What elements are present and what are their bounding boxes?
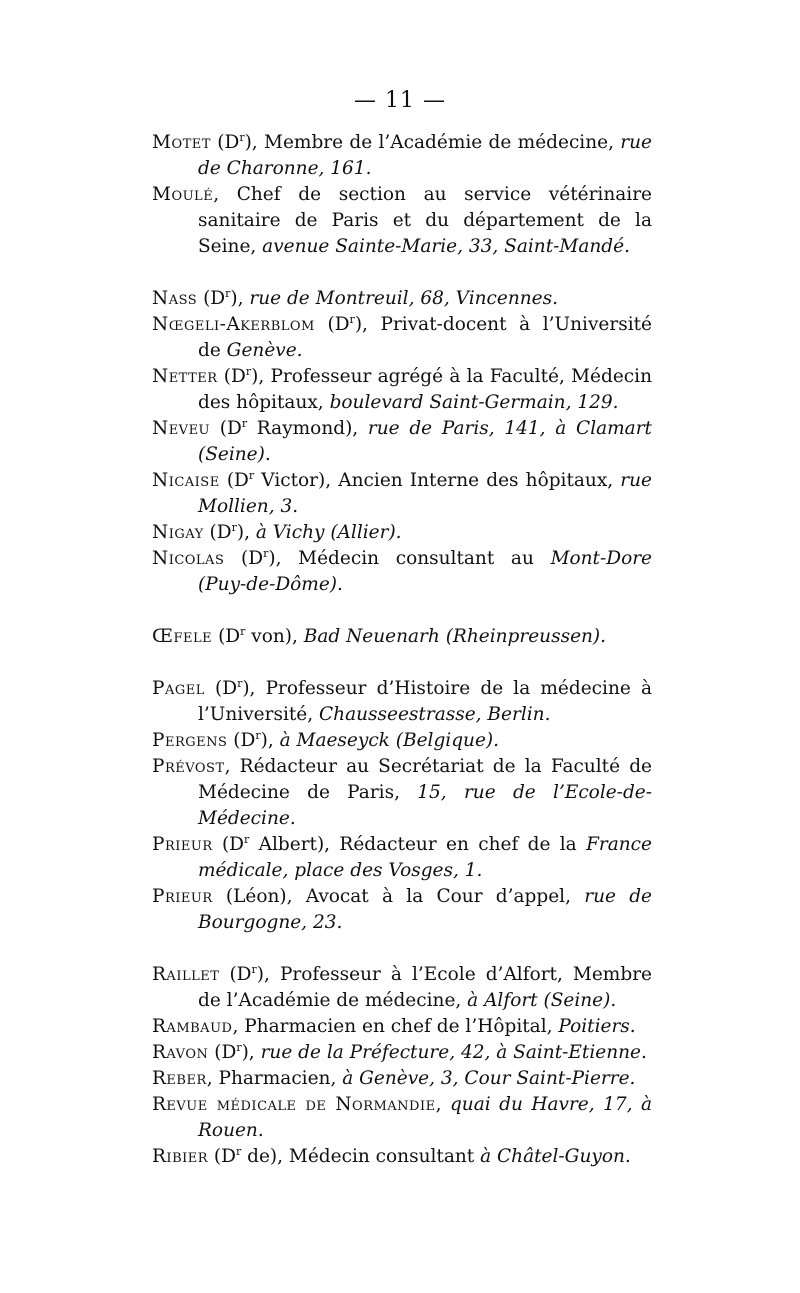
entry-title-superscript: r (245, 364, 252, 378)
entry-description: Chef de section au service vétérinaire sanitaire de Paris et du département de la Seine, (198, 184, 652, 257)
directory-entry (152, 884, 652, 936)
entry-name: Motet (152, 132, 211, 153)
directory-entry (152, 754, 652, 832)
entry-qualifier: ), (256, 964, 280, 985)
entry-title (220, 418, 247, 439)
entry-title (217, 132, 244, 153)
entry-name: Prieur (152, 834, 213, 855)
entry-address: rue de Paris, 141, à Clamart (Seine). (198, 418, 652, 465)
entry-title-text: (D (213, 1146, 236, 1167)
entry-title-text: (D (229, 964, 252, 985)
directory-entry (152, 1144, 652, 1170)
entry-title-superscript: r (263, 546, 269, 560)
entry-title (227, 470, 254, 491)
entry-address: Chausseestrasse, Berlin. (319, 704, 551, 725)
entry-address: à Alfort (Seine). (467, 990, 617, 1011)
entry-title-superscript: r (244, 832, 250, 846)
entry-address: Bad Neuenarh (Rheinpreussen). (303, 626, 607, 647)
entry-address: France médicale, place des Vosges, 1. (198, 834, 652, 881)
entry-address: Mont-Dore (Puy-de-Dôme). (198, 548, 653, 595)
entry-title (210, 522, 237, 543)
directory-entry (152, 364, 652, 416)
entry-address: Poitiers. (558, 1016, 636, 1037)
entry-title-text: (D (215, 678, 238, 699)
entry-title-superscript: r (235, 1144, 242, 1158)
entry-qualifier: ), (230, 288, 250, 309)
entry-description: Privat-docent à l’Université de (198, 314, 653, 361)
entry-qualifier: von), (245, 626, 304, 647)
entry-title-superscript: r (239, 130, 245, 144)
entry-description: Avocat à la Cour d’appel, (305, 886, 585, 907)
directory-entry (152, 416, 652, 468)
entry-title-text: (D (219, 418, 242, 439)
entry-title-text: (D (203, 288, 226, 309)
entry-qualifier: ), (354, 314, 381, 335)
entry-name: Rambaud (152, 1016, 233, 1037)
entry-list (152, 130, 652, 1170)
entry-address: rue Mollien, 3. (198, 470, 653, 517)
entry-title-superscript: r (349, 312, 355, 326)
entry-qualifier: de), (241, 1146, 289, 1167)
directory-entry (152, 520, 652, 546)
entry-name: Œfele (152, 626, 213, 647)
directory-entry (152, 130, 652, 182)
entry-title (241, 548, 268, 569)
entry-title-text: (D (217, 132, 240, 153)
entry-title-superscript: r (251, 962, 257, 976)
entry-title (222, 834, 249, 855)
entry-name: Reber (152, 1068, 207, 1089)
entry-title-superscript: r (248, 468, 255, 482)
entry-description: Professeur d’Histoire de la médecine à l’Université, (198, 678, 652, 725)
entry-qualifier: ), (242, 678, 266, 699)
entry-title-superscript: r (236, 1040, 242, 1054)
entry-description: Ancien Interne des hôpitaux, (338, 470, 621, 491)
entry-qualifier: , (224, 756, 240, 777)
entry-title (214, 1146, 241, 1167)
entry-name: Netter (152, 366, 218, 387)
entry-qualifier: ), (236, 522, 256, 543)
entry-description: Médecin consultant (288, 1146, 481, 1167)
directory-entry (152, 1092, 652, 1144)
entry-qualifier: (Léon), (212, 886, 306, 907)
entry-title-text: (D (226, 470, 249, 491)
entry-description: Membre de l’Académie de médecine, (264, 132, 621, 153)
entry-description: Professeur à l’Ecole d’Alfort, Membre de l’Académie de médecine, (198, 964, 652, 1011)
page-number: — 11 — (354, 88, 446, 113)
entry-title (327, 314, 354, 335)
directory-entry (152, 624, 652, 650)
entry-name: Revue médicale de Normandie (152, 1094, 436, 1115)
directory-entry (152, 962, 652, 1014)
entry-title (224, 366, 251, 387)
entry-qualifier: , (206, 1068, 219, 1089)
entry-address: rue de la Préfecture, 42, à Saint-Etienne. (260, 1042, 647, 1063)
entry-address: avenue Sainte-Marie, 33, Saint-Mandé. (262, 236, 630, 257)
entry-qualifier: Albert), (249, 834, 340, 855)
directory-entry (152, 286, 652, 312)
entry-qualifier: Victor), (254, 470, 339, 491)
entry-address: boulevard Saint-Germain, 129. (329, 392, 619, 413)
entry-title-text: (D (214, 1042, 237, 1063)
entry-address: à Châtel-Guyon. (480, 1146, 631, 1167)
entry-title-text: (D (209, 522, 232, 543)
entry-title-superscript: r (237, 676, 243, 690)
entry-title-superscript: r (225, 286, 231, 300)
entry-name: Ravon (152, 1042, 209, 1063)
entry-name: Pergens (152, 730, 228, 751)
directory-entry (152, 832, 652, 884)
entry-title-text: (D (241, 548, 264, 569)
entry-description: Pharmacien en chef de l’Hôpital, (244, 1016, 559, 1037)
entry-name: Nicolas (152, 548, 225, 569)
entry-description: Professeur agrégé à la Faculté, Médecin des hôpitaux, (198, 366, 652, 413)
entry-description: Rédacteur en chef de la (339, 834, 587, 855)
entry-address: Genève. (226, 340, 303, 361)
entry-qualifier: ), (244, 132, 265, 153)
entry-qualifier: ), (260, 730, 280, 751)
entry-name: Ribier (152, 1146, 209, 1167)
entry-qualifier: ), (268, 548, 299, 569)
directory-entry (152, 728, 652, 754)
entry-title-text: (D (223, 366, 246, 387)
entry-address: à Genève, 3, Cour Saint-Pierre. (342, 1068, 636, 1089)
directory-entry (152, 468, 652, 520)
entry-title (229, 964, 256, 985)
entry-description: Rédacteur au Secrétariat de la Faculté de Médecine de Paris, (198, 756, 653, 803)
entry-title (215, 678, 242, 699)
entry-name: Prévost (152, 756, 225, 777)
entry-address: quai du Havre, 17, à Rouen. (198, 1094, 652, 1141)
entry-title-text: (D (233, 730, 256, 751)
directory-entry (152, 182, 652, 260)
entry-qualifier: ), (251, 366, 271, 387)
entry-name: Neveu (152, 418, 211, 439)
entry-title-text: (D (218, 626, 241, 647)
directory-entry (152, 1014, 652, 1040)
entry-name: Nass (152, 288, 198, 309)
entry-address: 15, rue de l’Ecole-de-Médecine. (198, 782, 652, 829)
entry-title (214, 1042, 241, 1063)
entry-name: Nicaise (152, 470, 220, 491)
entry-title-superscript: r (241, 416, 248, 430)
entry-name: Pagel (152, 678, 205, 699)
directory-entry (152, 1066, 652, 1092)
entry-title (218, 626, 245, 647)
directory-entry (152, 312, 652, 364)
entry-name: Moulé (152, 184, 214, 205)
entry-title (203, 288, 230, 309)
entry-name: Prieur (152, 886, 213, 907)
entry-address: rue de Bourgogne, 23. (198, 886, 652, 933)
directory-entry (152, 1040, 652, 1066)
entry-address: à Vichy (Allier). (255, 522, 402, 543)
entry-qualifier: , (232, 1016, 245, 1037)
entry-title-text: (D (221, 834, 245, 855)
directory-entry (152, 676, 652, 728)
entry-name: Nigay (152, 522, 204, 543)
entry-description: Pharmacien, (218, 1068, 343, 1089)
entry-address: à Maeseyck (Belgique). (279, 730, 500, 751)
entry-name: Nœgeli-Akerblom (152, 314, 315, 335)
entry-title-superscript: r (240, 624, 246, 638)
entry-address: rue de Charonne, 161. (198, 132, 653, 179)
entry-description: Médecin consultant au (298, 548, 551, 569)
directory-entry (152, 546, 652, 598)
entry-name: Raillet (152, 964, 220, 985)
entry-title-superscript: r (255, 728, 261, 742)
entry-qualifier: ), (241, 1042, 261, 1063)
entry-title-superscript: r (231, 520, 237, 534)
entry-address: rue de Montreuil, 68, Vincennes. (249, 288, 558, 309)
entry-qualifier: , (435, 1094, 450, 1115)
entry-title-text: (D (327, 314, 350, 335)
entry-title (233, 730, 260, 751)
entry-qualifier: Raymond), (247, 418, 368, 439)
entry-qualifier: , (213, 184, 237, 205)
